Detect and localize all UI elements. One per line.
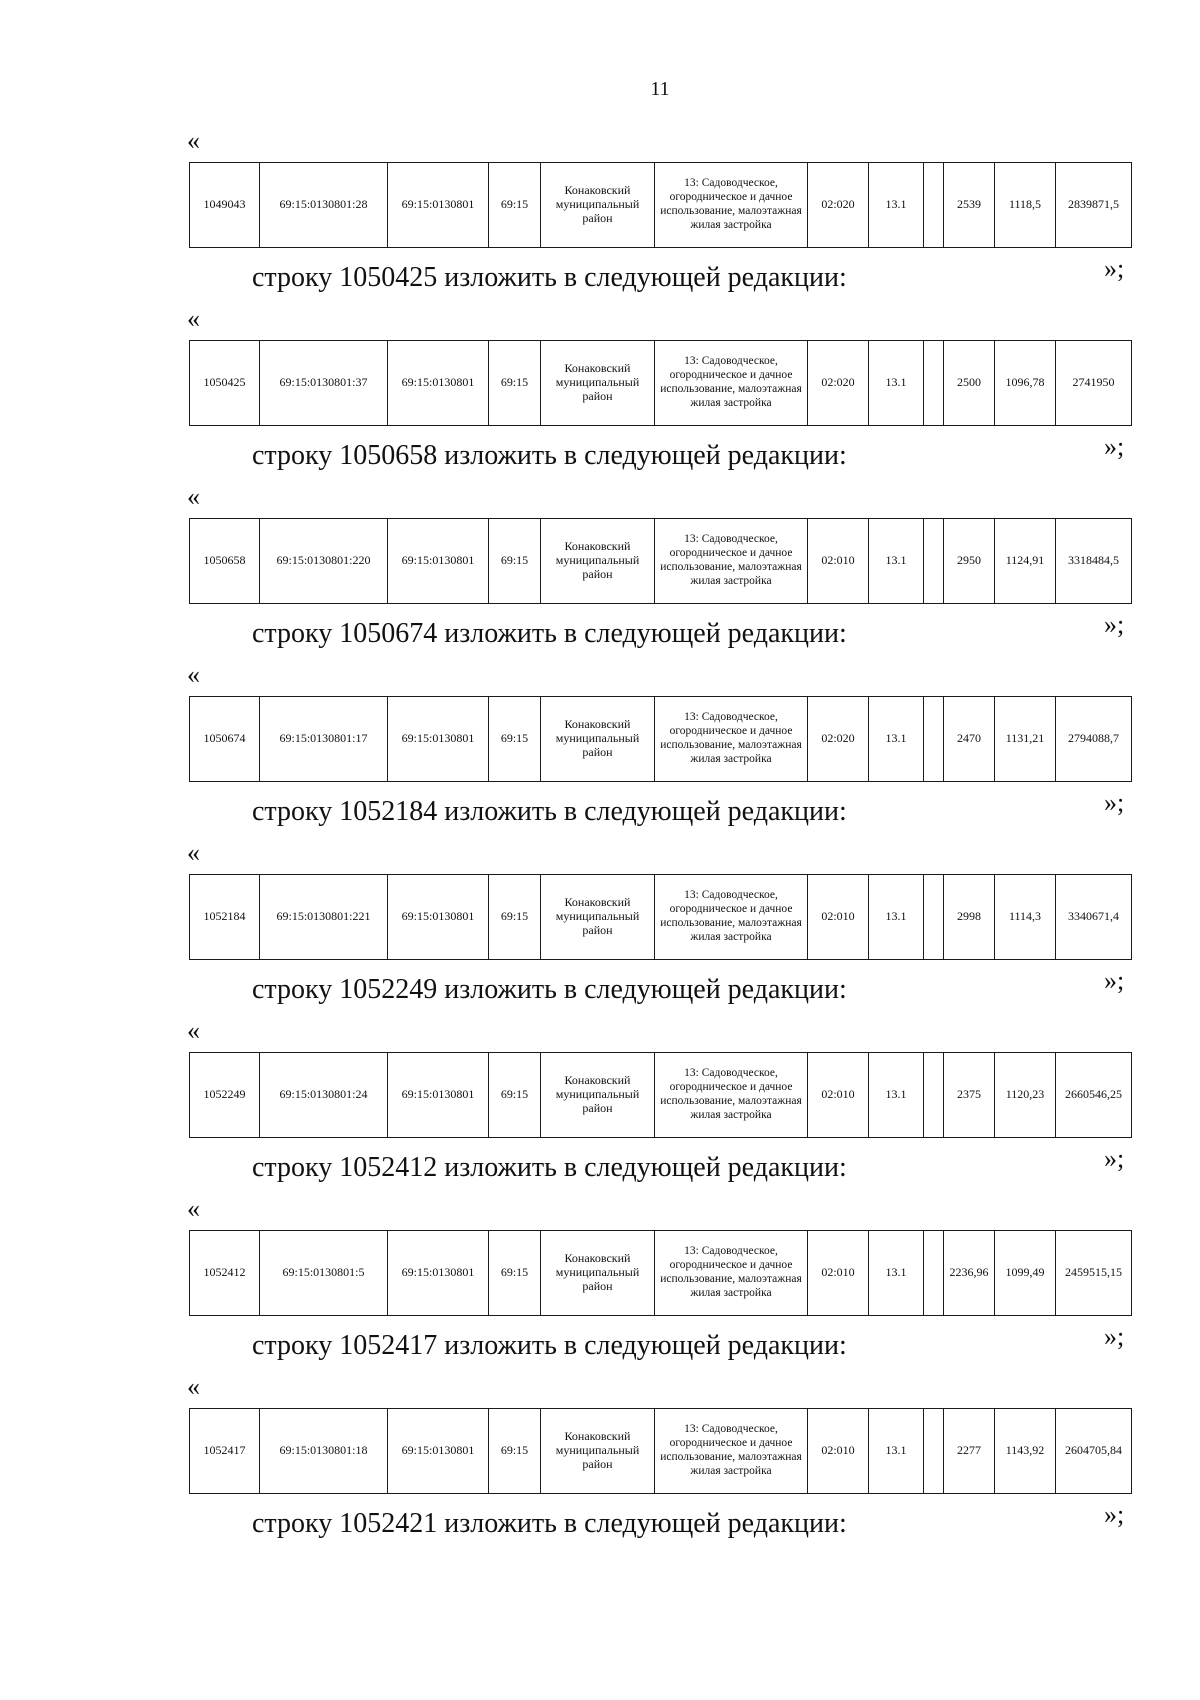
cell-specific-value: 1099,49 bbox=[995, 1231, 1056, 1316]
cell-cadastral-number: 69:15:0130801:18 bbox=[260, 1409, 388, 1494]
cell-land-use-type: 13: Садоводческое, огородническое и дачное использование, малоэтажная жилая застройка bbox=[655, 1231, 808, 1316]
cell-municipality: Конаковский муниципальный район bbox=[541, 1231, 655, 1316]
cell-row-number: 1050658 bbox=[190, 519, 260, 604]
cell-cadastral-quarter: 69:15:0130801 bbox=[388, 1409, 489, 1494]
cell-cadastral-number: 69:15:0130801:220 bbox=[260, 519, 388, 604]
page-number: 11 bbox=[650, 78, 670, 100]
cell-specific-value: 1118,5 bbox=[995, 163, 1056, 248]
table-row bbox=[190, 1231, 1132, 1316]
cell-group-code: 02:020 bbox=[808, 163, 869, 248]
cell-empty-cell bbox=[924, 341, 944, 426]
cell-empty-cell bbox=[924, 163, 944, 248]
cell-cadastral-quarter: 69:15:0130801 bbox=[388, 341, 489, 426]
table-row bbox=[190, 519, 1132, 604]
record-table bbox=[189, 874, 1132, 960]
cell-cadastral-quarter: 69:15:0130801 bbox=[388, 1231, 489, 1316]
opening-quote: « bbox=[187, 1016, 200, 1045]
amendment-instruction: строку 1052421 изложить в следующей редакции: bbox=[252, 1508, 847, 1539]
amendment-instruction: строку 1052249 изложить в следующей редакции: bbox=[252, 974, 847, 1005]
closing-quote: »; bbox=[1104, 1144, 1125, 1173]
table-row bbox=[190, 697, 1132, 782]
cell-cadastral-quarter: 69:15:0130801 bbox=[388, 163, 489, 248]
cell-district-code: 69:15 bbox=[489, 163, 541, 248]
cell-specific-value: 1096,78 bbox=[995, 341, 1056, 426]
cell-cadastral-number: 69:15:0130801:17 bbox=[260, 697, 388, 782]
cell-cadastral-quarter: 69:15:0130801 bbox=[388, 697, 489, 782]
cell-group-code: 02:010 bbox=[808, 1409, 869, 1494]
cell-cadastral-value: 2741950 bbox=[1056, 341, 1132, 426]
table-row bbox=[190, 1053, 1132, 1138]
amendment-instruction: строку 1052184 изложить в следующей редакции: bbox=[252, 796, 847, 827]
cell-area: 2998 bbox=[944, 875, 995, 960]
cell-subgroup-code: 13.1 bbox=[869, 341, 924, 426]
cell-cadastral-value: 2839871,5 bbox=[1056, 163, 1132, 248]
cell-group-code: 02:010 bbox=[808, 519, 869, 604]
closing-quote: »; bbox=[1104, 1322, 1125, 1351]
cell-municipality: Конаковский муниципальный район bbox=[541, 1409, 655, 1494]
cell-subgroup-code: 13.1 bbox=[869, 519, 924, 604]
cell-district-code: 69:15 bbox=[489, 697, 541, 782]
opening-quote: « bbox=[187, 304, 200, 333]
opening-quote: « bbox=[187, 482, 200, 511]
amendment-instruction: строку 1050674 изложить в следующей редакции: bbox=[252, 618, 847, 649]
table-row bbox=[190, 341, 1132, 426]
cell-specific-value: 1124,91 bbox=[995, 519, 1056, 604]
record-table bbox=[189, 1052, 1132, 1138]
cell-area: 2539 bbox=[944, 163, 995, 248]
closing-quote: »; bbox=[1104, 1500, 1125, 1529]
cell-cadastral-quarter: 69:15:0130801 bbox=[388, 1053, 489, 1138]
cell-cadastral-number: 69:15:0130801:37 bbox=[260, 341, 388, 426]
record-table bbox=[189, 1408, 1132, 1494]
closing-quote: »; bbox=[1104, 966, 1125, 995]
cell-empty-cell bbox=[924, 1409, 944, 1494]
cell-land-use-type: 13: Садоводческое, огородническое и дачное использование, малоэтажная жилая застройка bbox=[655, 163, 808, 248]
cell-row-number: 1052412 bbox=[190, 1231, 260, 1316]
cell-row-number: 1052417 bbox=[190, 1409, 260, 1494]
opening-quote: « bbox=[187, 838, 200, 867]
cell-cadastral-value: 2660546,25 bbox=[1056, 1053, 1132, 1138]
cell-empty-cell bbox=[924, 1231, 944, 1316]
opening-quote: « bbox=[187, 660, 200, 689]
cell-municipality: Конаковский муниципальный район bbox=[541, 697, 655, 782]
cell-district-code: 69:15 bbox=[489, 1053, 541, 1138]
cell-district-code: 69:15 bbox=[489, 1231, 541, 1316]
cell-land-use-type: 13: Садоводческое, огородническое и дачное использование, малоэтажная жилая застройка bbox=[655, 875, 808, 960]
amendment-instruction: строку 1050425 изложить в следующей редакции: bbox=[252, 262, 847, 293]
cell-subgroup-code: 13.1 bbox=[869, 697, 924, 782]
cell-subgroup-code: 13.1 bbox=[869, 1053, 924, 1138]
cell-cadastral-quarter: 69:15:0130801 bbox=[388, 875, 489, 960]
cell-empty-cell bbox=[924, 875, 944, 960]
cell-land-use-type: 13: Садоводческое, огородническое и дачное использование, малоэтажная жилая застройка bbox=[655, 519, 808, 604]
amendment-instruction: строку 1050658 изложить в следующей редакции: bbox=[252, 440, 847, 471]
cell-row-number: 1049043 bbox=[190, 163, 260, 248]
cell-empty-cell bbox=[924, 1053, 944, 1138]
cell-row-number: 1052184 bbox=[190, 875, 260, 960]
cell-cadastral-number: 69:15:0130801:221 bbox=[260, 875, 388, 960]
cell-municipality: Конаковский муниципальный район bbox=[541, 519, 655, 604]
cell-land-use-type: 13: Садоводческое, огородническое и дачное использование, малоэтажная жилая застройка bbox=[655, 1409, 808, 1494]
cell-district-code: 69:15 bbox=[489, 341, 541, 426]
cell-area: 2500 bbox=[944, 341, 995, 426]
cell-subgroup-code: 13.1 bbox=[869, 875, 924, 960]
record-table bbox=[189, 162, 1132, 248]
cell-cadastral-quarter: 69:15:0130801 bbox=[388, 519, 489, 604]
cell-district-code: 69:15 bbox=[489, 1409, 541, 1494]
cell-group-code: 02:010 bbox=[808, 1053, 869, 1138]
table-row bbox=[190, 1409, 1132, 1494]
opening-quote: « bbox=[187, 1194, 200, 1223]
closing-quote: »; bbox=[1104, 610, 1125, 639]
cell-area: 2950 bbox=[944, 519, 995, 604]
opening-quote: « bbox=[187, 126, 200, 155]
record-table bbox=[189, 696, 1132, 782]
cell-land-use-type: 13: Садоводческое, огородническое и дачное использование, малоэтажная жилая застройка bbox=[655, 697, 808, 782]
cell-area: 2470 bbox=[944, 697, 995, 782]
cell-cadastral-value: 3318484,5 bbox=[1056, 519, 1132, 604]
table-row bbox=[190, 163, 1132, 248]
cell-group-code: 02:010 bbox=[808, 1231, 869, 1316]
table-row bbox=[190, 875, 1132, 960]
cell-area: 2375 bbox=[944, 1053, 995, 1138]
cell-cadastral-number: 69:15:0130801:24 bbox=[260, 1053, 388, 1138]
cell-group-code: 02:020 bbox=[808, 341, 869, 426]
amendment-instruction: строку 1052417 изложить в следующей редакции: bbox=[252, 1330, 847, 1361]
cell-row-number: 1050425 bbox=[190, 341, 260, 426]
cell-subgroup-code: 13.1 bbox=[869, 1409, 924, 1494]
cell-cadastral-value: 2459515,15 bbox=[1056, 1231, 1132, 1316]
cell-subgroup-code: 13.1 bbox=[869, 163, 924, 248]
cell-specific-value: 1131,21 bbox=[995, 697, 1056, 782]
cell-district-code: 69:15 bbox=[489, 875, 541, 960]
cell-district-code: 69:15 bbox=[489, 519, 541, 604]
cell-area: 2277 bbox=[944, 1409, 995, 1494]
cell-municipality: Конаковский муниципальный район bbox=[541, 163, 655, 248]
cell-municipality: Конаковский муниципальный район bbox=[541, 875, 655, 960]
opening-quote: « bbox=[187, 1372, 200, 1401]
record-table bbox=[189, 1230, 1132, 1316]
amendment-instruction: строку 1052412 изложить в следующей редакции: bbox=[252, 1152, 847, 1183]
closing-quote: »; bbox=[1104, 788, 1125, 817]
cell-land-use-type: 13: Садоводческое, огородническое и дачное использование, малоэтажная жилая застройка bbox=[655, 1053, 808, 1138]
cell-empty-cell bbox=[924, 519, 944, 604]
cell-empty-cell bbox=[924, 697, 944, 782]
closing-quote: »; bbox=[1104, 254, 1125, 283]
cell-municipality: Конаковский муниципальный район bbox=[541, 1053, 655, 1138]
cell-area: 2236,96 bbox=[944, 1231, 995, 1316]
cell-municipality: Конаковский муниципальный район bbox=[541, 341, 655, 426]
cell-group-code: 02:020 bbox=[808, 697, 869, 782]
cell-cadastral-value: 2604705,84 bbox=[1056, 1409, 1132, 1494]
cell-specific-value: 1114,3 bbox=[995, 875, 1056, 960]
record-table bbox=[189, 340, 1132, 426]
cell-cadastral-number: 69:15:0130801:28 bbox=[260, 163, 388, 248]
cell-specific-value: 1120,23 bbox=[995, 1053, 1056, 1138]
cell-cadastral-number: 69:15:0130801:5 bbox=[260, 1231, 388, 1316]
cell-land-use-type: 13: Садоводческое, огородническое и дачное использование, малоэтажная жилая застройка bbox=[655, 341, 808, 426]
cell-subgroup-code: 13.1 bbox=[869, 1231, 924, 1316]
cell-cadastral-value: 2794088,7 bbox=[1056, 697, 1132, 782]
cell-row-number: 1050674 bbox=[190, 697, 260, 782]
cell-row-number: 1052249 bbox=[190, 1053, 260, 1138]
cell-specific-value: 1143,92 bbox=[995, 1409, 1056, 1494]
record-table bbox=[189, 518, 1132, 604]
cell-group-code: 02:010 bbox=[808, 875, 869, 960]
closing-quote: »; bbox=[1104, 432, 1125, 461]
cell-cadastral-value: 3340671,4 bbox=[1056, 875, 1132, 960]
